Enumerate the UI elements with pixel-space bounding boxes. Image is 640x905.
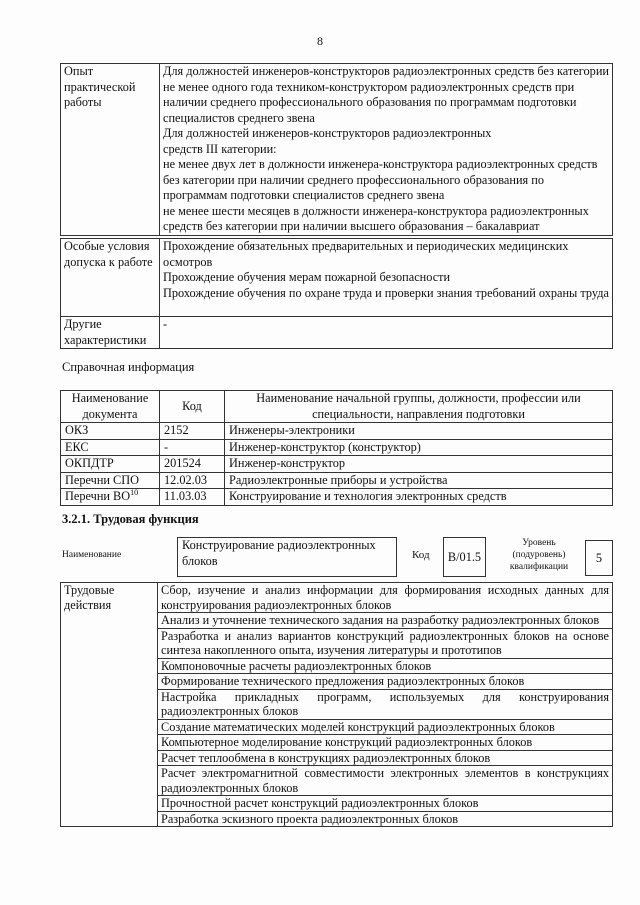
table-row: [61, 472, 613, 489]
row-label: Опыт практической работы: [61, 64, 160, 236]
conditions-table: [60, 238, 613, 349]
cell: 201524: [160, 456, 225, 473]
page-number: 8: [317, 34, 323, 48]
level-value: 5: [585, 540, 613, 576]
cell-text: Перечни ВО: [65, 489, 131, 503]
line: Прохождение обязательных предварительных и периодических медицинских осмотров: [163, 239, 569, 269]
table-row: [61, 317, 613, 349]
table-row: [61, 239, 613, 317]
row-label: Другие характеристики: [61, 317, 160, 349]
action-item: Настройка прикладных программ, используемых для конструирования радиоэлектронных блоков: [158, 689, 613, 719]
line: Прохождение обучения мерам пожарной безопасности: [163, 270, 451, 284]
line: Для должностей инженеров-конструкторов радиоэлектронных средств III категории:: [163, 126, 492, 156]
reference-table: [60, 390, 613, 506]
action-item: Расчет теплообмена в конструкциях радиоэлектронных блоков: [158, 750, 613, 766]
table-row: [61, 583, 613, 613]
table-row: [61, 456, 613, 473]
cell: Конструирование и технология электронных средств: [225, 489, 613, 506]
row-content: -: [160, 317, 613, 349]
cell: 11.03.03: [160, 489, 225, 506]
action-item: Компьютерное моделирование конструкций радиоэлектронных блоков: [158, 735, 613, 751]
cell: ОКЗ: [61, 423, 160, 440]
cell: Радиоэлектронные приборы и устройства: [225, 472, 613, 489]
actions-table: [60, 582, 613, 827]
row-label: Трудовые действия: [61, 583, 158, 827]
line: не менее двух лет в должности инженера-конструктора радиоэлектронных средств без категории при наличии среднего профессионального образования по программам подготовки специалистов среднего звена: [163, 157, 598, 202]
row-label: Особые условия допуска к работе: [61, 239, 160, 317]
line: Для должностей инженеров-конструкторов радиоэлектронных средств без категории не менее одного года техником-конструктором радиоэлектронных средств при наличии среднего профессионального образования по программам подготовки специалистов среднего звена: [163, 64, 609, 125]
code-value: B/01.5: [443, 537, 486, 577]
cell: Инженер-конструктор: [225, 456, 613, 473]
experience-table: [60, 63, 613, 236]
line: Прохождение обучения по охране труда и проверки знания требований охраны труда: [163, 285, 609, 300]
action-item: Сбор, изучение и анализ информации для формирования исходных данных для конструирования радиоэлектронных блоков: [158, 583, 613, 613]
action-item: Разработка эскизного проекта радиоэлектронных блоков: [158, 811, 613, 827]
cell: Инженеры-электроники: [225, 423, 613, 440]
row-content: [160, 64, 613, 236]
header-row: [61, 391, 613, 423]
line: не менее шести месяцев в должности инженера-конструктора радиоэлектронных средств без категории при наличии высшего образования – бакалавриат: [163, 203, 589, 233]
name-value: Конструирование радиоэлектронных блоков: [177, 537, 397, 577]
table-row: [61, 64, 613, 236]
action-item: Прочностной расчет конструкций радиоэлектронных блоков: [158, 796, 613, 812]
cell: ОКПДТР: [61, 456, 160, 473]
action-item: Компоновочные расчеты радиоэлектронных блоков: [158, 658, 613, 674]
reference-title: Справочная информация: [62, 360, 195, 374]
cell: 2152: [160, 423, 225, 440]
header-cell: Код: [160, 391, 225, 423]
cell: ЕКС: [61, 439, 160, 456]
section-heading: 3.2.1. Трудовая функция: [62, 512, 199, 526]
row-content: [160, 239, 613, 317]
action-item: Разработка и анализ вариантов конструкций радиоэлектронных блоков на основе синтеза накопленного опыта, изучения литературы и прототипов: [158, 628, 613, 658]
level-label: Уровень (подуровень) квалификации: [509, 538, 569, 572]
table-row: [61, 423, 613, 440]
cell: Перечни СПО: [61, 472, 160, 489]
action-item: Формирование технического предложения радиоэлектронных блоков: [158, 674, 613, 690]
table-row: [61, 489, 613, 506]
cell: 12.02.03: [160, 472, 225, 489]
code-label: Код: [412, 549, 430, 561]
action-item: Анализ и уточнение технического задания на разработку радиоэлектронных блоков: [158, 613, 613, 629]
table-row: [61, 439, 613, 456]
cell: Инженер-конструктор (конструктор): [225, 439, 613, 456]
footnote-mark: 10: [130, 487, 139, 497]
cell: [61, 489, 160, 506]
action-item: Расчет электромагнитной совместимости электронных элементов в конструкциях радиоэлектронных блоков: [158, 766, 613, 796]
header-cell: Наименование документа: [61, 391, 160, 423]
action-item: Создание математических моделей конструкций радиоэлектронных блоков: [158, 719, 613, 735]
header-cell: Наименование начальной группы, должности, профессии или специальности, направления подготовки: [225, 391, 613, 423]
cell: -: [160, 439, 225, 456]
name-label: Наименование: [62, 550, 122, 560]
